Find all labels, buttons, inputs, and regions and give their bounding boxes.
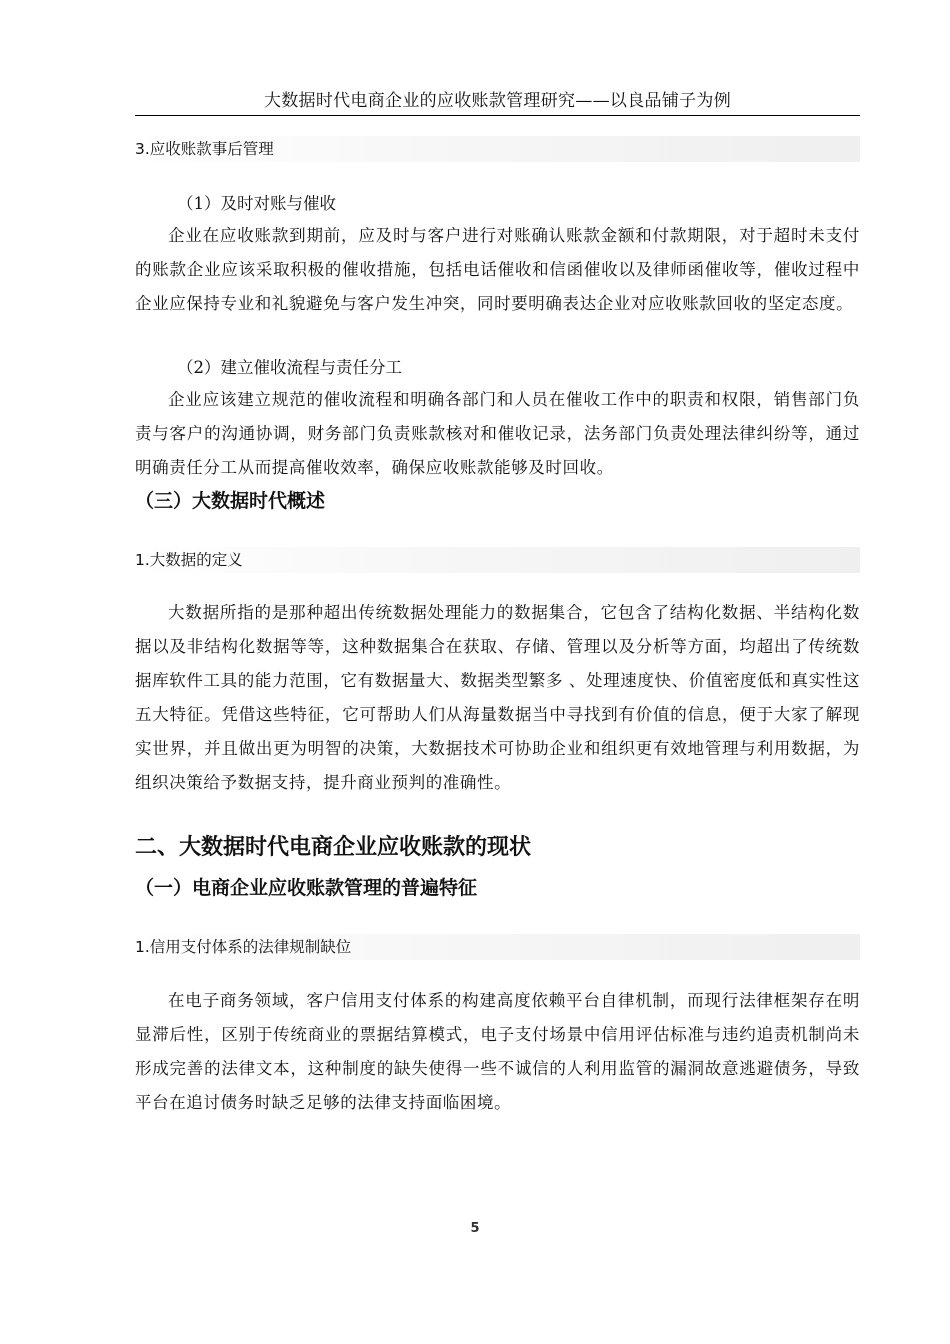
section-3-heading: 3.应收账款事后管理 <box>135 136 860 162</box>
item-2-paragraph: 企业应该建立规范的催收流程和明确各部门和人员在催收工作中的职责和权限，销售部门负责与客户的沟通协调，财务部门负责账款核对和催收记录，法务部门负责处理法律纠纷等，通过明确责任分工从而提高催收效率，确保应收账款能够及时回收。 <box>135 390 860 477</box>
part-3-heading: （三）大数据时代概述 <box>135 490 326 512</box>
chapter-2-part-1-heading: （一）电商企业应收账款管理的普遍特征 <box>135 877 478 899</box>
chapter-2-heading: 二、大数据时代电商企业应收账款的现状 <box>135 835 532 860</box>
item-2-heading: （2）建立催收流程与责任分工 <box>177 358 402 377</box>
page-header <box>135 89 860 116</box>
bigdata-definition-heading: 1.大数据的定义 <box>135 547 860 573</box>
credit-system-paragraph: 在电子商务领域，客户信用支付体系的构建高度依赖平台自律机制，而现行法律框架存在明显滞后性，区别于传统商业的票据结算模式，电子支付场景中信用评估标准与违约追责机制尚未形成完善的法律文本，这种制度的缺失使得一些不诚信的人利用监管的漏洞故意逃避债务，导致平台在追讨债务时缺乏足够的法律支持面临困境。 <box>135 991 860 1112</box>
bigdata-definition-paragraph: 大数据所指的是那种超出传统数据处理能力的数据集合，它包含了结构化数据、半结构化数据以及非结构化数据等等，这种数据集合在获取、存储、管理以及分析等方面，均超出了传统数据库软件工具的能力范围，它有数据量大、数据类型繁多 、处理速度快、价值密度低和真实性这五大特征。凭借这些特征，它可帮助人们从海量数据当中寻找到有价值的信息，便于大家了解现实世界，并且做出更为明智的决策，大数据技术可协助企业和组织更有效地管理与利用数据，为组织决策给予数据支持，提升商业预判的准确性。 <box>135 603 860 792</box>
credit-system-heading: 1.信用支付体系的法律规制缺位 <box>135 934 860 960</box>
item-1-heading: （1）及时对账与催收 <box>177 194 336 213</box>
page-number: 5 <box>470 1221 480 1236</box>
header-title: 大数据时代电商企业的应收账款管理研究——以良品铺子为例 <box>263 91 732 111</box>
item-1-paragraph: 企业在应收账款到期前，应及时与客户进行对账确认账款金额和付款期限，对于超时未支付的账款企业应该采取积极的催收措施，包括电话催收和信函催收以及律师函催收等，催收过程中企业应保持专业和礼貌避免与客户发生冲突，同时要明确表达企业对应收账款回收的坚定态度。 <box>135 226 860 313</box>
